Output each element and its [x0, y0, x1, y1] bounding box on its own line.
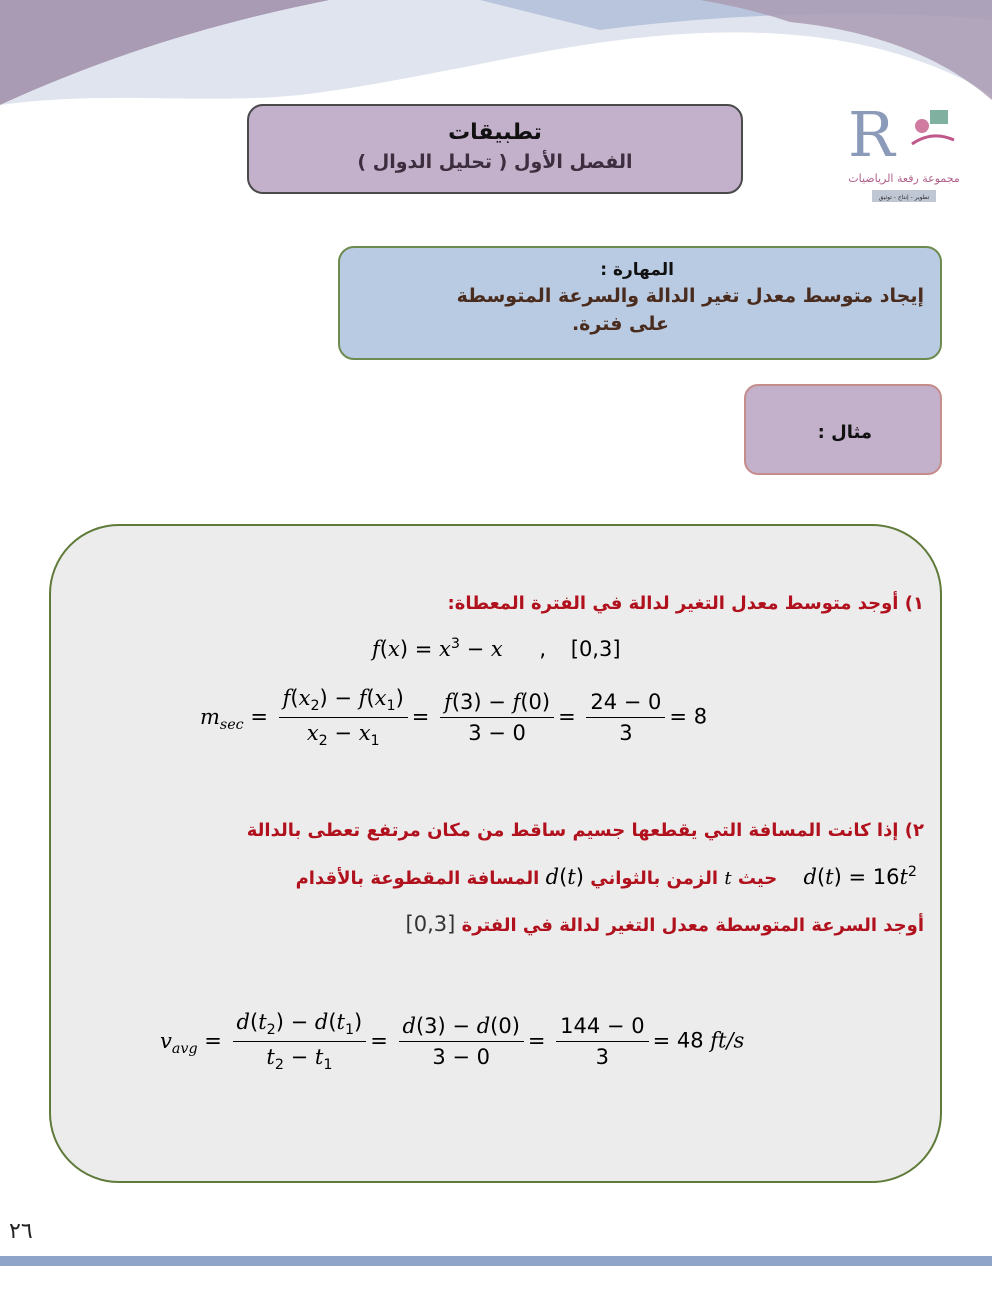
problem-2-velocity-formula: $v_{avg}$ = $\frac{d(t_2) - d(t_1)}{t_2 - t_1}$ = $\frac{d(3) - d(0)}{3 - 0}$ = $\frac{144 - 0}{3}$ = 48 ft/s	[160, 1010, 745, 1074]
problem-1-function: $f(x) = x^3 - x$ , [0,3]	[372, 636, 621, 661]
svg-text:مجموعة رفعة الرياضيات: مجموعة رفعة الرياضيات	[848, 172, 960, 185]
skill-label: المهارة :	[600, 260, 674, 280]
footer-bar	[0, 1256, 992, 1266]
page-number: ٢٦	[9, 1219, 33, 1244]
problem-2-units: ft/s	[710, 1028, 745, 1053]
problem-1-interval: [0,3]	[570, 637, 621, 661]
logo-mark-icon	[842, 96, 966, 206]
problem-2-where: حيث	[737, 868, 778, 889]
problem-1-result: 8	[693, 704, 708, 729]
problem-2-line-3	[406, 912, 924, 936]
problem-2-interval: [0,3]	[405, 912, 456, 936]
problem-1-number: ١)	[904, 593, 924, 614]
svg-text:R: R	[848, 98, 895, 171]
problem-2-number: ٢)	[904, 820, 924, 841]
page-title: تطبيقات	[448, 120, 542, 145]
example-panel	[49, 524, 942, 1183]
problem-2-line-2: $d(t) = 16t^2$ حيث t الزمن بالثواني d(t) المسافة المقطوعة بالأقدام	[295, 864, 917, 889]
svg-text:تطوير - إنتاج - توثيق: تطوير - إنتاج - توثيق	[878, 194, 930, 201]
skill-box	[338, 246, 942, 360]
problem-1-heading	[448, 593, 925, 614]
problem-2-result: 48	[676, 1028, 704, 1053]
example-label-box	[744, 384, 942, 475]
problem-1-secant-formula: $m_{sec}$ = $\frac{f(x_2) - f(x_1)}{x_2 - x_1}$ = $\frac{f(3) - f(0)}{3 - 0}$ = $\frac{24 - 0}{3}$ = 8	[200, 686, 708, 750]
example-label: مثال :	[817, 422, 872, 443]
skill-line-1: إيجاد متوسط معدل تغير الدالة والسرعة المتوسطة	[456, 285, 924, 307]
chapter-title-box	[247, 104, 743, 194]
problem-2-line-1	[247, 820, 924, 841]
problem-2-time: الزمن بالثواني	[590, 868, 719, 889]
chapter-subtitle: الفصل الأول ( تحليل الدوال )	[357, 151, 633, 173]
logo	[842, 96, 966, 206]
problem-1-text: أوجد متوسط معدل التغير لدالة في الفترة المعطاة:	[447, 593, 899, 614]
problem-2-text: إذا كانت المسافة التي يقطعها جسيم ساقط من مكان مرتفع تعطى بالدالة	[246, 820, 899, 841]
problem-2-distance: المسافة المقطوعة بالأقدام	[295, 868, 540, 889]
problem-2-question: أوجد السرعة المتوسطة معدل التغير لدالة في الفترة	[461, 915, 924, 936]
skill-line-2: على فترة.	[571, 313, 669, 335]
